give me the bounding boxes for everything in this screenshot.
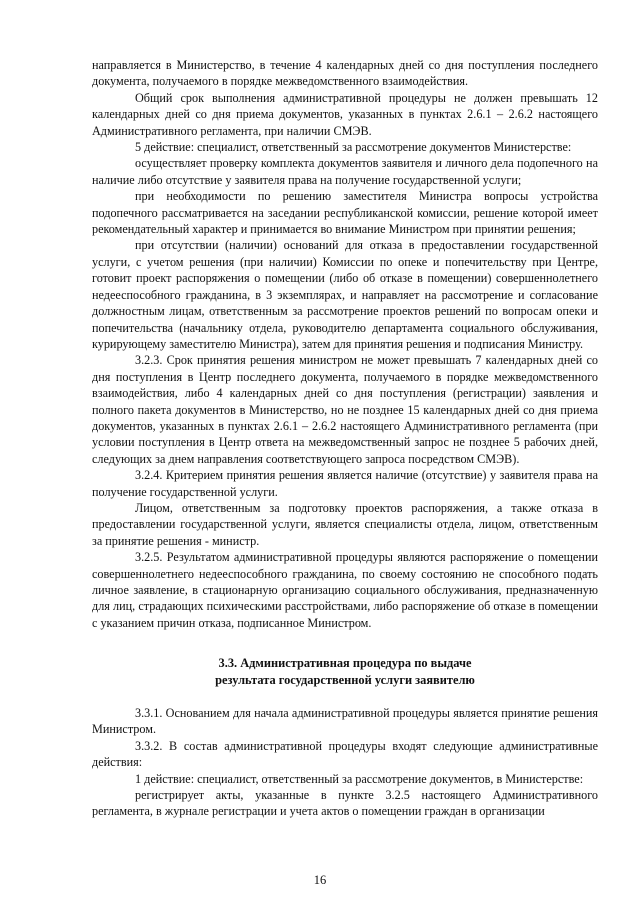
- paragraph-3-2-4: 3.2.4. Критерием принятия решения является наличие (отсутствие) у заявителя права на получение государственной услуги.: [92, 468, 598, 499]
- paragraph-action-5: 5 действие: специалист, ответственный за рассмотрение документов Министерстве:: [135, 140, 572, 155]
- paragraph-responsible-persons: Лицом, ответственным за подготовку проектов распоряжения, а также отказа в предоставлении государственной услуги, является специалисты отдела, лицом, ответственным за принятие решения - министр.: [92, 500, 598, 548]
- paragraph-3-2-3: 3.2.3. Срок принятия решения министром не может превышать 7 календарных дней со дня поступления в Центр последнего документа, получаемого в порядке межведомственного взаимодействия, либо 4 календарных дней со дня поступления (регистрации) заявления и полного пакета документов в Министерство, но не позднее 15 календарных дней со дня приема документов, указанных в пунктах 2.6.1 – 2.6.2 настоящего Административного регламента (при условии поступления в Центр ответа на межведомственный запрос не позднее 5 рабочих дней, следующих за днем направления соответствующего запроса посредством СМЭВ).: [92, 353, 598, 466]
- paragraph-total-term: Общий срок выполнения административной процедуры не должен превышать 12 календарных дней со дня приема документов, указанных в пунктах 2.6.1 – 2.6.2 настоящего Административного регламента, при наличии СМЭВ.: [92, 90, 598, 138]
- section-heading-line-2: результата государственной услуги заявителю: [215, 672, 475, 687]
- paragraph-registers-acts: регистрирует акты, указанные в пункте 3.2.5 настоящего Административного регламента, в журнале регистрации и учета актов о помещении граждан в организации: [92, 788, 598, 819]
- page-number: 16: [313, 873, 327, 887]
- paragraph-checks-documents: осуществляет проверку комплекта документов заявителя и личного дела подопечного на наличие либо отсутствие у заявителя права на получение государственной услуги;: [92, 156, 598, 187]
- paragraph-action-1: 1 действие: специалист, ответственный за рассмотрение документов, в Министерстве:: [135, 771, 584, 786]
- section-heading-line-1: 3.3. Административная процедура по выдаче: [218, 656, 472, 671]
- paragraph-continuation: направляется в Министерство, в течение 4 календарных дней со дня поступления последнего документа, получаемого в порядке межведомственного взаимодействия.: [92, 58, 598, 89]
- paragraph-draft-order: при отсутствии (наличии) оснований для отказа в предоставлении государственной услуги, с учетом решения (при наличии) Комиссии по опеке и попечительству при Центре, готовит проект распоряжения о помещении (либо об отказе в помещении) совершеннолетнего недееспособного гражданина, в 3 экземплярах, и направляет на рассмотрение и согласование должностным лицам, ответственным за рассмотрение проектов решений по вопросам опеки и попечительства (начальнику отдела, руководителю департамента социального обслуживания, курирующему заместителю Министра), затем для принятия решения и подписания Министру.: [92, 238, 598, 351]
- paragraph-commission: при необходимости по решению заместителя Министра вопросы устройства подопечного рассматривается на заседании республиканской комиссии, решение которой имеет рекомендательный характер и принимается во внимание Министром при принятии решения;: [92, 189, 598, 237]
- paragraph-3-3-2: 3.3.2. В состав административной процедуры входят следующие административные действия:: [92, 738, 598, 770]
- paragraph-3-3-1: 3.3.1. Основанием для начала административной процедуры является принятие решения Министром.: [92, 706, 598, 737]
- document-body: [92, 57, 598, 820]
- paragraph-3-2-5: 3.2.5. Результатом административной процедуры являются распоряжение о помещении совершеннолетнего недееспособного гражданина, по своему состоянию не способного подать личное заявление, в стационарную организацию социального обслуживания, предназначенную для лиц, страдающих психическими расстройствами, либо распоряжение об отказе в помещении с указанием причин отказа, подписанное Министром.: [92, 550, 598, 630]
